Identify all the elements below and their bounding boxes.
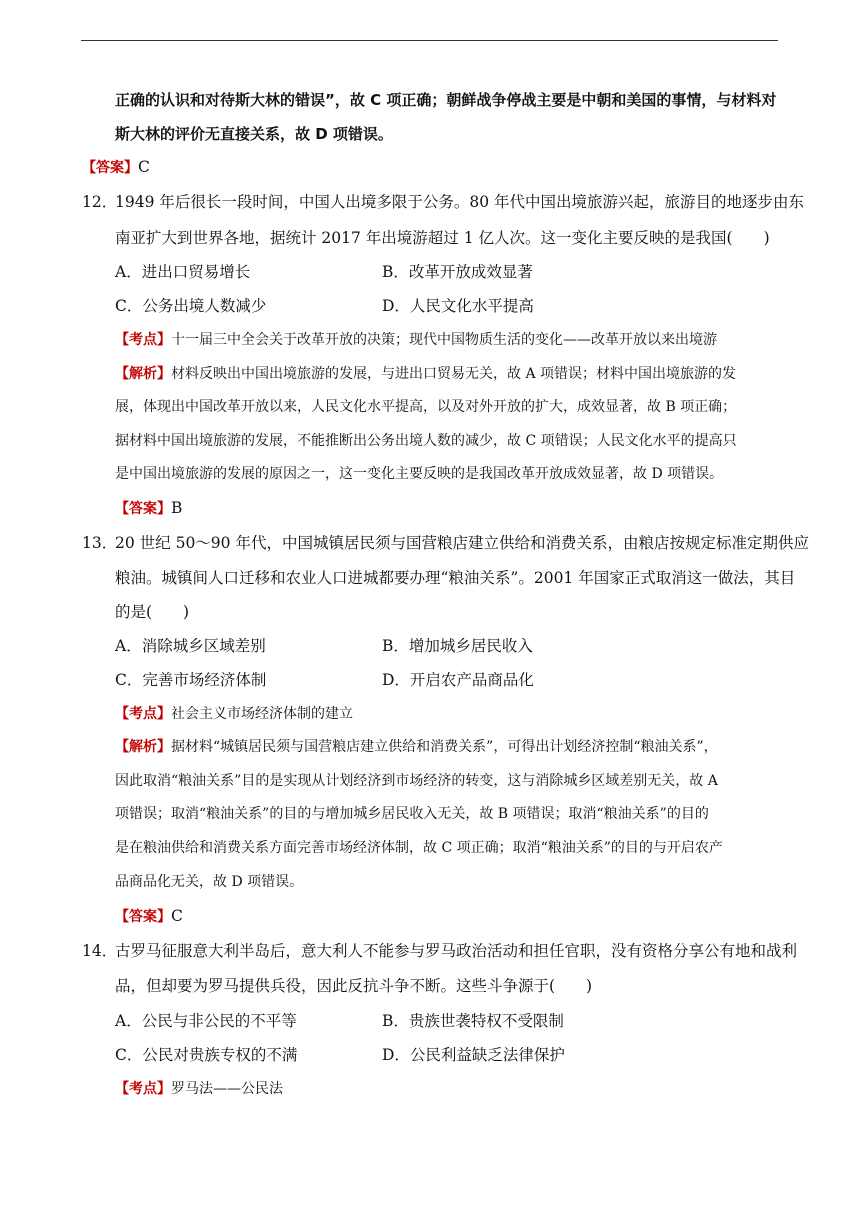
question-stem: 20 世纪 50～90 年代，中国城镇居民须与国营粮店建立供给和消费关系，由粮店按规定标准定期供应 [115, 534, 809, 552]
kaodian-tag: 【考点】 [115, 1081, 171, 1097]
option-d: D．公民利益缺乏法律保护 [382, 1046, 565, 1064]
jiexi-line: 品商品化无关，故 D 项错误。 [115, 874, 304, 890]
option-a: A．公民与非公民的不平等 [115, 1012, 297, 1030]
jiexi-line: 据材料中国出境旅游的发展，不能推断出公务出境人数的减少，故 C 项错误；人民文化水平的提高只 [115, 433, 737, 449]
kaodian-text: 十一届三中全会关于改革开放的决策；现代中国物质生活的变化——改革开放以来出境游 [171, 332, 717, 348]
kaodian-text: 社会主义市场经济体制的建立 [171, 706, 353, 722]
question-number: 12． [82, 193, 118, 211]
answer-tag: 【答案】 [82, 160, 138, 176]
header-rule [81, 40, 778, 41]
answer-row [82, 157, 150, 178]
answer-row [115, 906, 183, 927]
jiexi-line: 是中国出境旅游的发展的原因之一，这一变化主要反映的是我国改革开放成效显著，故 D 项错误。 [115, 466, 724, 482]
jiexi-text: 据材料“城镇居民须与国营粮店建立供给和消费关系”，可得出计划经济控制“粮油关系”， [171, 739, 718, 755]
explanation-line: 斯大林的评价无直接关系，故 D 项错误。 [115, 125, 393, 143]
kaodian-row [115, 1079, 283, 1099]
jiexi-line: 因此取消“粮油关系”目的是实现从计划经济到市场经济的转变，这与消除城乡区域差别无关，故 A [115, 773, 718, 789]
kaodian-row [115, 330, 717, 350]
answer-value: C [138, 158, 150, 176]
kaodian-text: 罗马法——公民法 [171, 1081, 283, 1097]
jiexi-tag: 【解析】 [115, 739, 171, 755]
option-c: C．公民对贵族专权的不满 [115, 1046, 298, 1064]
jiexi-row [115, 364, 736, 384]
answer-value: B [171, 499, 183, 517]
answer-tag: 【答案】 [115, 501, 171, 517]
kaodian-row [115, 704, 353, 724]
question-stem: 品，但却要为罗马提供兵役，因此反抗斗争不断。这些斗争源于( ) [115, 977, 593, 995]
jiexi-line: 是在粮油供给和消费关系方面完善市场经济体制，故 C 项正确；取消“粮油关系”的目的与开启农产 [115, 840, 723, 856]
question-number: 13． [82, 534, 118, 552]
jiexi-line: 展，体现出中国改革开放以来，人民文化水平提高，以及对外开放的扩大，成效显著，故 B 项正确； [115, 399, 737, 415]
option-a: A．消除城乡区域差别 [115, 637, 266, 655]
option-d: D．人民文化水平提高 [382, 297, 534, 315]
question-stem: 的是( ) [115, 603, 190, 621]
answer-tag: 【答案】 [115, 909, 171, 925]
question-stem: 1949 年后很长一段时间，中国人出境多限于公务。80 年代中国出境旅游兴起，旅游目的地逐步由东 [115, 193, 805, 211]
jiexi-row [115, 737, 718, 757]
question-stem: 古罗马征服意大利半岛后，意大利人不能参与罗马政治活动和担任官职，没有资格分享公有地和战利 [115, 942, 798, 960]
question-number: 14． [82, 942, 118, 960]
question-stem: 粮油。城镇间人口迁移和农业人口进城都要办理“粮油关系”。2001 年国家正式取消这一做法，其目 [115, 569, 796, 587]
option-a: A．进出口贸易增长 [115, 263, 251, 281]
explanation-line: 正确的认识和对待斯大林的错误”，故 C 项正确；朝鲜战争停战主要是中朝和美国的事情，与材料对 [115, 91, 777, 109]
option-c: C．公务出境人数减少 [115, 297, 267, 315]
jiexi-tag: 【解析】 [115, 366, 171, 382]
option-b: B．贵族世袭特权不受限制 [382, 1012, 564, 1030]
jiexi-line: 项错误；取消“粮油关系”的目的与增加城乡居民收入无关，故 B 项错误；取消“粮油关系”的目的 [115, 806, 709, 822]
option-c: C．完善市场经济体制 [115, 671, 267, 689]
kaodian-tag: 【考点】 [115, 706, 171, 722]
option-b: B．改革开放成效显著 [382, 263, 533, 281]
answer-row [115, 498, 182, 519]
answer-value: C [171, 907, 183, 925]
kaodian-tag: 【考点】 [115, 332, 171, 348]
jiexi-text: 材料反映出中国出境旅游的发展，与进出口贸易无关，故 A 项错误；材料中国出境旅游的发 [171, 366, 737, 382]
option-d: D．开启农产品商品化 [382, 671, 534, 689]
option-b: B．增加城乡居民收入 [382, 637, 533, 655]
question-stem: 南亚扩大到世界各地，据统计 2017 年出境游超过 1 亿人次。这一变化主要反映的是我国( ) [115, 229, 770, 247]
